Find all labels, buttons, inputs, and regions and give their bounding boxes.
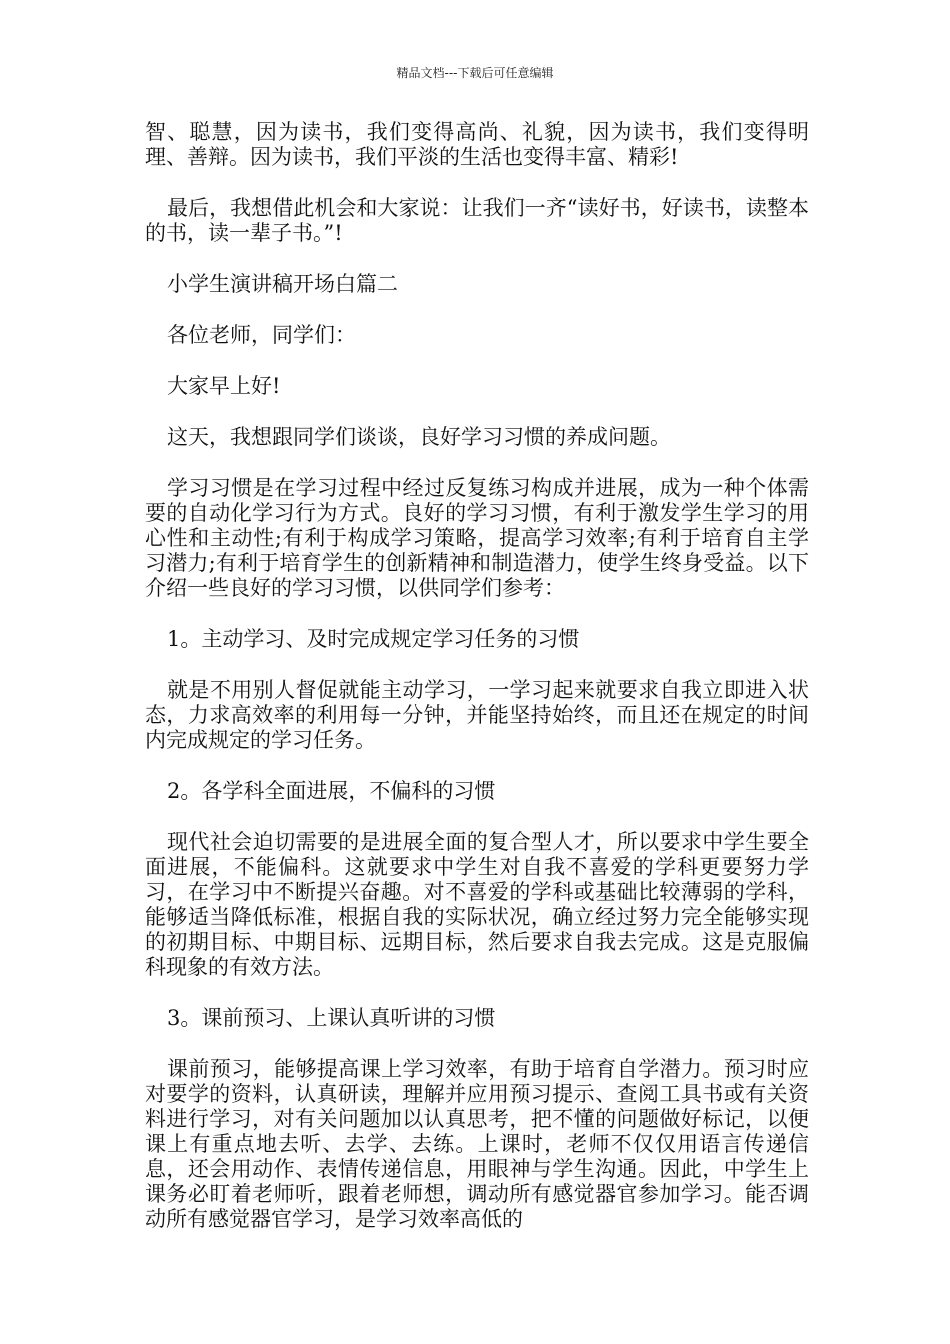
list-heading: 3。课前预习、上课认真听讲的习惯 (167, 1006, 496, 1030)
paragraph: 就是不用别人督促就能主动学习，一学习起来就要求自我立即进入状态，力求高效率的利用每一分钟，并能坚持始终，而且还在规定的时间内完成规定的学习任务。 (145, 678, 809, 752)
paragraph: 这天，我想跟同学们谈谈，良好学习习惯的养成问题。 (167, 425, 671, 449)
salutation: 各位老师，同学们： (167, 323, 356, 347)
paragraph: 课前预习，能够提高课上学习效率，有助于培育自学潜力。预习时应对要学的资料，认真研读，理解并应用预习提示、查阅工具书或有关资料进行学习，对有关问题加以认真思考，把不懂的问题做好标记，以便课上有重点地去听、去学、去练。上课时，老师不仅仅用语言传递信息，还会用动作、表情传递信息，用眼神与学生沟通。因此，中学生上课务必盯着老师听，跟着老师想，调动所有感觉器官参加学习。能否调动所有感觉器官学习，是学习效率高低的 (145, 1057, 809, 1231)
greeting: 大家早上好! (167, 374, 281, 398)
paragraph: 学习习惯是在学习过程中经过反复练习构成并进展，成为一种个体需要的自动化学习行为方式。良好的学习习惯，有利于激发学生学习的用心性和主动性;有利于构成学习策略，提高学习效率;有利于培育自主学习潜力;有利于培育学生的创新精神和制造潜力，使学生终身受益。以下介绍一些良好的学习习惯，以供同学们参考： (145, 476, 809, 600)
list-heading: 1。主动学习、及时完成规定学习任务的习惯 (167, 627, 580, 651)
document-body (145, 120, 809, 1258)
paragraph-continued: 智、聪慧，因为读书，我们变得高尚、礼貌，因为读书，我们变得明理、善辩。因为读书，我们平淡的生活也变得丰富、精彩! (145, 120, 809, 169)
section-title: 小学生演讲稿开场白篇二 (167, 272, 398, 296)
paragraph: 最后，我想借此机会和大家说：让我们一齐“读好书，好读书，读整本的书，读一辈子书。”! (145, 196, 809, 245)
list-heading: 2。各学科全面进展，不偏科的习惯 (167, 779, 496, 803)
paragraph: 现代社会迫切需要的是进展全面的复合型人才，所以要求中学生要全面进展，不能偏科。这就要求中学生对自我不喜爱的学科更要努力学习，在学习中不断提兴奋趣。对不喜爱的学科或基础比较薄弱的学科，能够适当降低标准，根据自我的实际状况，确立经过努力完全能够实现的初期目标、中期目标、远期目标，然后要求自我去完成。这是克服偏科现象的有效方法。 (145, 830, 809, 979)
page-header: 精品文档---下载后可任意编辑 (396, 66, 554, 80)
